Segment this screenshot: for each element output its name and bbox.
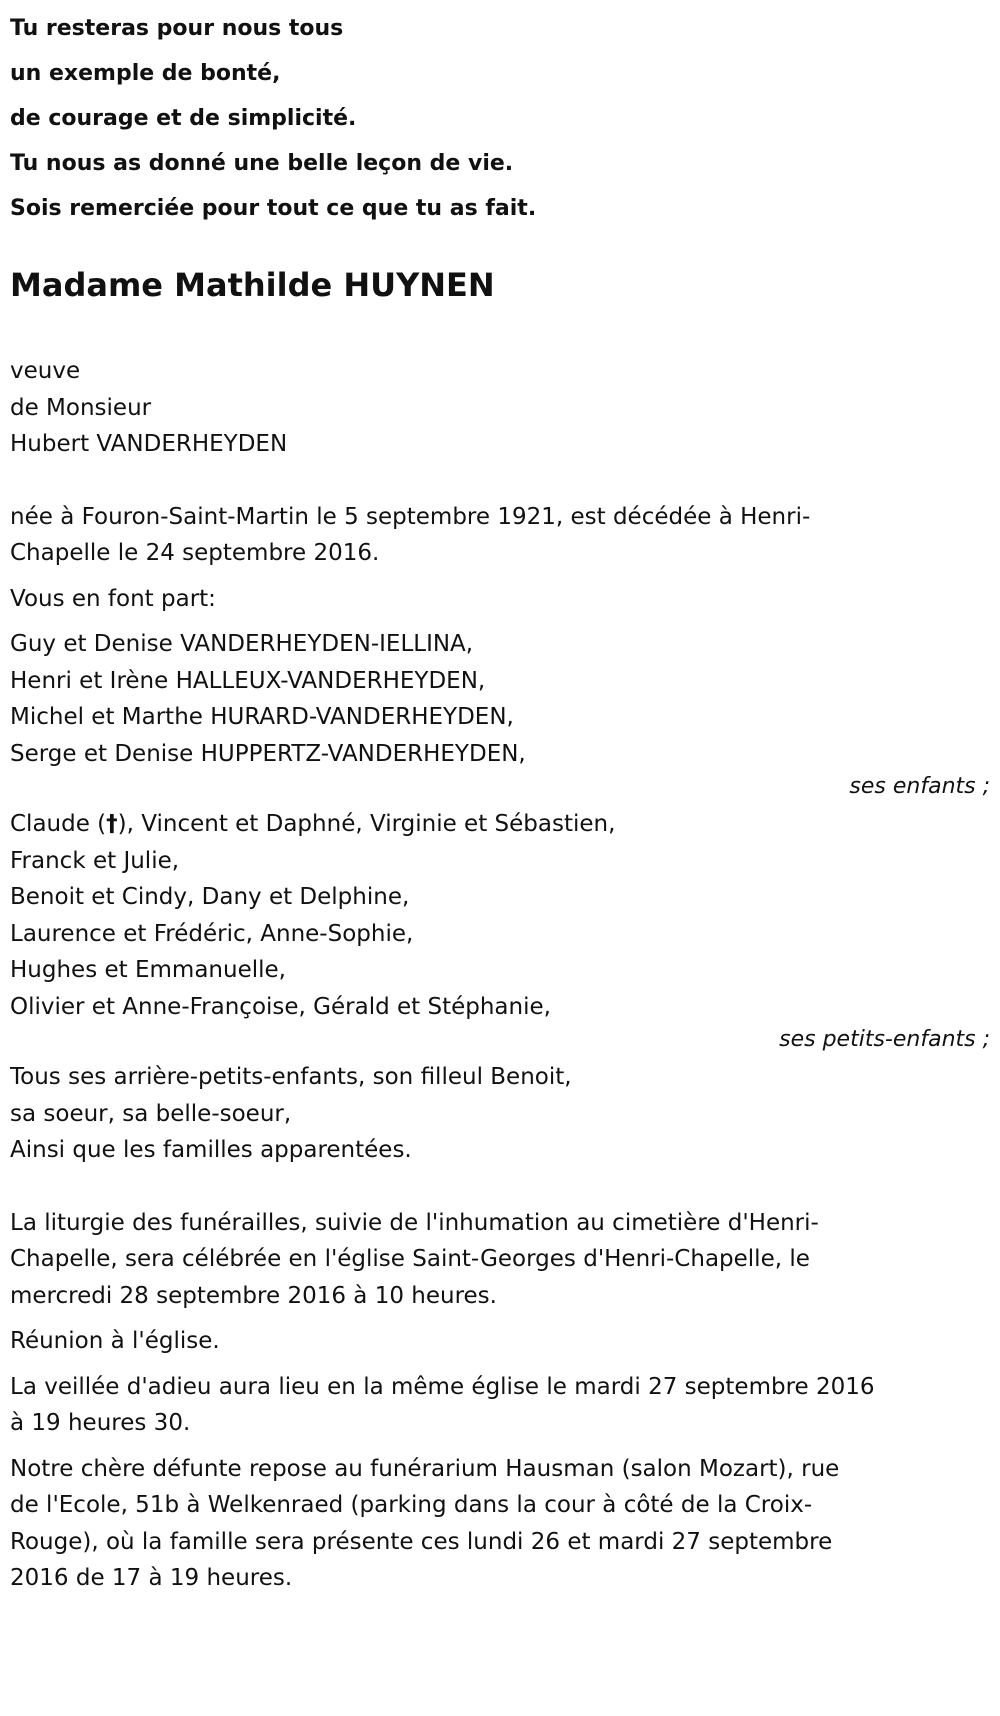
children-line: Henri et Irène HALLEUX-VANDERHEYDEN,: [10, 667, 486, 694]
grandchildren-list: [10, 806, 990, 1025]
others-list: [10, 1059, 990, 1169]
liturgy-line: La liturgie des funérailles, suivie de l'inhumation au cimetière d'Henri-: [10, 1209, 819, 1236]
spouse-line: Hubert VANDERHEYDEN: [10, 431, 288, 457]
deceased-name: Madame Mathilde HUYNEN: [10, 266, 495, 304]
grandchildren-label: ses petits-enfants ;: [779, 1027, 990, 1052]
cross-icon: †: [106, 811, 118, 837]
vigil-line: à 19 heures 30.: [10, 1410, 191, 1436]
poem-line: Tu resteras pour nous tous: [10, 16, 344, 41]
announce-text: Vous en font part:: [10, 585, 216, 612]
poem-line: Sois remerciée pour tout ce que tu as fait.: [10, 196, 537, 221]
others-line: sa soeur, sa belle-soeur,: [10, 1100, 292, 1127]
liturgy-line: mercredi 28 septembre 2016 à 10 heures.: [10, 1282, 497, 1309]
grandchildren-line: Laurence et Frédéric, Anne-Sophie,: [10, 920, 414, 947]
meeting-info: Réunion à l'église.: [10, 1328, 220, 1354]
grandchildren-line: Franck et Julie,: [10, 847, 180, 874]
grandchildren-line: Hughes et Emmanuelle,: [10, 957, 286, 983]
grandchildren-line: [10, 806, 990, 843]
birth-death-line: Chapelle le 24 septembre 2016.: [10, 540, 380, 566]
spouse-info: [10, 353, 990, 463]
rest-info: [10, 1451, 990, 1597]
grandchildren-text: ), Vincent et Daphné, Virginie et Sébastien,: [117, 811, 616, 837]
spouse-line: veuve: [10, 358, 81, 384]
vigil-info: [10, 1369, 990, 1442]
children-line: Guy et Denise VANDERHEYDEN-IELLINA,: [10, 631, 474, 657]
poem-line: de courage et de simplicité.: [10, 106, 357, 131]
others-line: Ainsi que les familles apparentées.: [10, 1137, 412, 1163]
spouse-line: de Monsieur: [10, 394, 152, 421]
children-line: Serge et Denise HUPPERTZ-VANDERHEYDEN,: [10, 740, 526, 767]
children-line: Michel et Marthe HURARD-VANDERHEYDEN,: [10, 704, 514, 730]
poem-line: un exemple de bonté,: [10, 61, 281, 86]
vigil-line: La veillée d'adieu aura lieu en la même église le mardi 27 septembre 2016: [10, 1373, 875, 1400]
grandchildren-line: Olivier et Anne-Françoise, Gérald et Stéphanie,: [10, 993, 551, 1020]
others-line: Tous ses arrière-petits-enfants, son filleul Benoit,: [10, 1064, 572, 1090]
grandchildren-text: Claude (: [10, 811, 107, 837]
rest-line: 2016 de 17 à 19 heures.: [10, 1565, 293, 1591]
children-list: [10, 626, 990, 772]
birth-death-line: née à Fouron-Saint-Martin le 5 septembre 1921, est décédée à Henri-: [10, 503, 811, 530]
children-label: ses enfants ;: [849, 774, 990, 799]
liturgy-info: [10, 1205, 990, 1315]
rest-line: Notre chère défunte repose au funérarium Hausman (salon Mozart), rue: [10, 1455, 840, 1482]
rest-line: de l'Ecole, 51b à Welkenraed (parking dans la cour à côté de la Croix-: [10, 1492, 813, 1518]
rest-line: Rouge), où la famille sera présente ces lundi 26 et mardi 27 septembre: [10, 1528, 833, 1555]
grandchildren-line: Benoit et Cindy, Dany et Delphine,: [10, 884, 410, 910]
poem-line: Tu nous as donné une belle leçon de vie.: [10, 151, 514, 176]
liturgy-line: Chapelle, sera célébrée en l'église Saint-Georges d'Henri-Chapelle, le: [10, 1246, 810, 1272]
poem: [10, 0, 990, 231]
birth-death-info: [10, 499, 990, 572]
